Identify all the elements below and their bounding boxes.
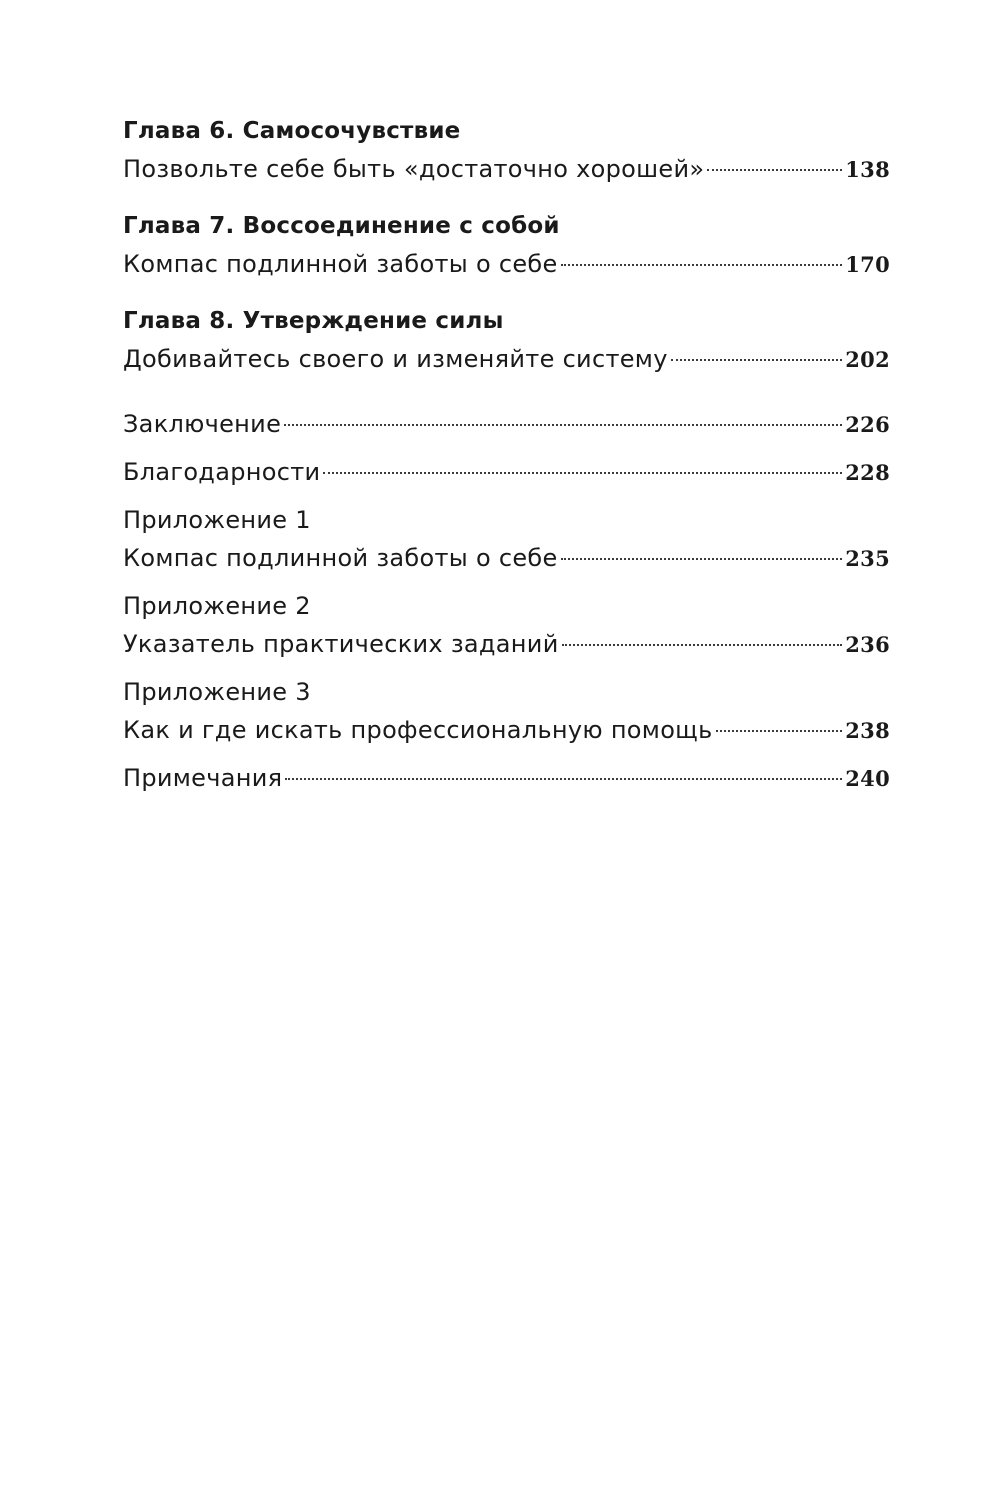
toc-entry[interactable] <box>123 340 890 379</box>
appendix-heading: Приложение 2 <box>123 592 311 620</box>
chapter-6 <box>123 112 890 189</box>
entry-label: Компас подлинной заботы о себе <box>123 250 558 278</box>
table-of-contents <box>123 112 890 798</box>
page-number: 235 <box>845 546 890 571</box>
dot-leader <box>323 472 842 474</box>
dot-leader <box>716 730 843 732</box>
entry-label: Примечания <box>123 764 283 792</box>
appendix-1 <box>123 501 890 578</box>
page-number: 170 <box>845 252 890 277</box>
toc-entry[interactable] <box>123 150 890 189</box>
page-number: 238 <box>845 718 890 743</box>
dot-leader <box>671 359 843 361</box>
toc-entry[interactable] <box>123 625 890 664</box>
entry-label: Позвольте себе быть «достаточно хорошей» <box>123 155 705 183</box>
toc-entry-acknowledgements[interactable] <box>123 453 890 492</box>
toc-entry-conclusion[interactable] <box>123 405 890 444</box>
toc-entry[interactable] <box>123 245 890 284</box>
dot-leader <box>561 558 843 560</box>
page-number: 228 <box>845 460 890 485</box>
entry-label: Как и где искать профессиональную помощь <box>123 716 713 744</box>
entry-label: Благодарности <box>123 458 321 486</box>
toc-entry[interactable] <box>123 539 890 578</box>
toc-entry-notes[interactable] <box>123 759 890 798</box>
page-number: 202 <box>845 347 890 372</box>
chapter-title: Глава 6. Самосочувствие <box>123 118 461 144</box>
dot-leader <box>561 264 843 266</box>
chapter-title: Глава 7. Воссоединение с собой <box>123 213 560 239</box>
page-number: 240 <box>845 766 890 791</box>
appendix-3 <box>123 673 890 750</box>
toc-entry[interactable] <box>123 711 890 750</box>
page-number: 226 <box>845 412 890 437</box>
appendix-heading: Приложение 1 <box>123 506 311 534</box>
entry-label: Добивайтесь своего и изменяйте систему <box>123 345 668 373</box>
dot-leader <box>284 424 842 426</box>
entry-label: Указатель практических заданий <box>123 630 559 658</box>
chapter-8 <box>123 302 890 379</box>
chapter-title: Глава 8. Утверждение силы <box>123 308 504 334</box>
page-number: 236 <box>845 632 890 657</box>
dot-leader <box>707 169 842 171</box>
chapter-7 <box>123 207 890 284</box>
dot-leader <box>285 778 842 780</box>
entry-label: Заключение <box>123 410 282 438</box>
appendix-2 <box>123 587 890 664</box>
appendix-heading: Приложение 3 <box>123 678 311 706</box>
dot-leader <box>562 644 843 646</box>
page-number: 138 <box>845 157 890 182</box>
entry-label: Компас подлинной заботы о себе <box>123 544 558 572</box>
